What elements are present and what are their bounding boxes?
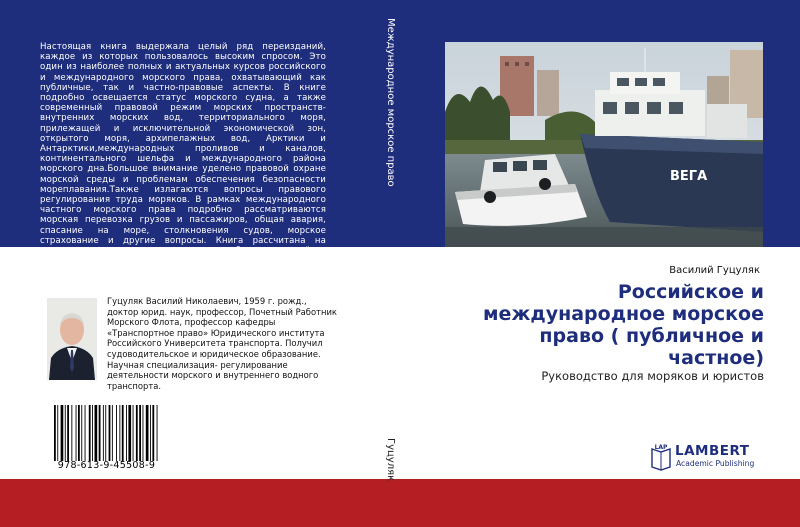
barcode-bar <box>109 405 111 461</box>
isbn-number: 978-613-9-45508-9 <box>57 460 156 471</box>
portrait-illustration <box>47 298 97 380</box>
barcode-bar <box>78 405 80 461</box>
barcode-bar <box>119 405 120 461</box>
barcode-bar <box>157 405 158 461</box>
barcode-bar <box>126 405 127 461</box>
barcode-bar <box>152 405 154 461</box>
book-title: Российское и международное морское право ( публичное и частное) <box>483 281 764 369</box>
barcode-bar <box>146 405 149 461</box>
barcode-bar <box>57 405 58 461</box>
barcode-bar <box>133 405 134 461</box>
barcode-bar <box>122 405 124 461</box>
publisher-logo <box>650 443 762 471</box>
lap-book-icon <box>650 443 672 471</box>
barcode-bars <box>52 405 161 463</box>
spine-title: Международное морское право <box>385 18 396 187</box>
barcode-bar <box>76 405 77 461</box>
author-bio: Гуцуляк Василий Николаевич, 1959 г. рожд., доктор юрид. наук, профессор, Почетный Работник Морского Флота, профессор кафедры «Транспортное право» Юридического института Российского Университета транспорта. Получил судоводительское и юридическое образование. Научная специализация- регулирование деятельности морского и внутреннего водного транспорта. <box>107 296 337 391</box>
author-portrait <box>47 298 97 380</box>
spine-author: Гуцуляк <box>385 438 396 482</box>
cover-author: Василий Гуцуляк <box>669 265 760 276</box>
barcode-bar <box>92 405 93 461</box>
barcode <box>52 405 161 463</box>
barcode-bar <box>71 405 72 461</box>
barcode-bar <box>99 405 101 461</box>
barcode-bar <box>89 405 91 461</box>
bottom-red-band <box>0 479 800 527</box>
barcode-bar <box>112 405 113 461</box>
cover-photo-boats <box>445 42 763 247</box>
barcode-bar <box>128 405 131 461</box>
barcode-bar <box>54 405 56 461</box>
barcode-bar <box>139 405 141 461</box>
barcode-bar <box>116 405 117 461</box>
barcode-bar <box>105 405 106 461</box>
barcode-bar <box>61 405 64 461</box>
barcode-bar <box>95 405 98 461</box>
book-subtitle: Руководство для моряков и юристов <box>541 369 764 383</box>
barcode-bar <box>143 405 144 461</box>
boat-name-label: ВЕГА <box>670 169 708 184</box>
publisher-name: LAMBERT <box>675 443 750 459</box>
barcode-bar <box>65 405 66 461</box>
barcode-bar <box>150 405 151 461</box>
barcode-bar <box>81 405 82 461</box>
barcode-bar <box>136 405 138 461</box>
logo-mark: LAP <box>654 444 668 451</box>
back-cover-description: Настоящая книга выдержала целый ряд переизданий, каждое из которых пользовалось высоким спросом. Это один из наиболее полных и актуальных курсов российского и международного морского права, охватывающий как публичные, так и частно-правовые аспекты. В книге подробно освещается статус морского судна, а также современный правовой режим морских пространств- внутренних морских вод, территориального моря, прилежащей и исключительной экономической зон, открытого моря, архипелажных вод, Арктики и Антарктики,международных проливов и каналов, континентального шельфа и международного района морского дна.Большое внимание уделено правовой охране морской среды и проблемам обеспечения безопасности мореплавания.Также излагаются вопросы правового регулирования труда моряков. В рамках международного частного морского права подробно рассматриваются морская перевозка грузов и пассажиров, общая авария, спасание на море, столкновения судов, морское страхование и другие вопросы. Книга рассчитана на моряков, юристов, а также студентов учебных заведений. <box>40 42 326 257</box>
boats-illustration <box>445 42 763 247</box>
barcode-bar <box>67 405 69 461</box>
publisher-tagline: Academic Publishing <box>676 459 755 468</box>
barcode-bar <box>85 405 86 461</box>
barcode-bar <box>103 405 104 461</box>
